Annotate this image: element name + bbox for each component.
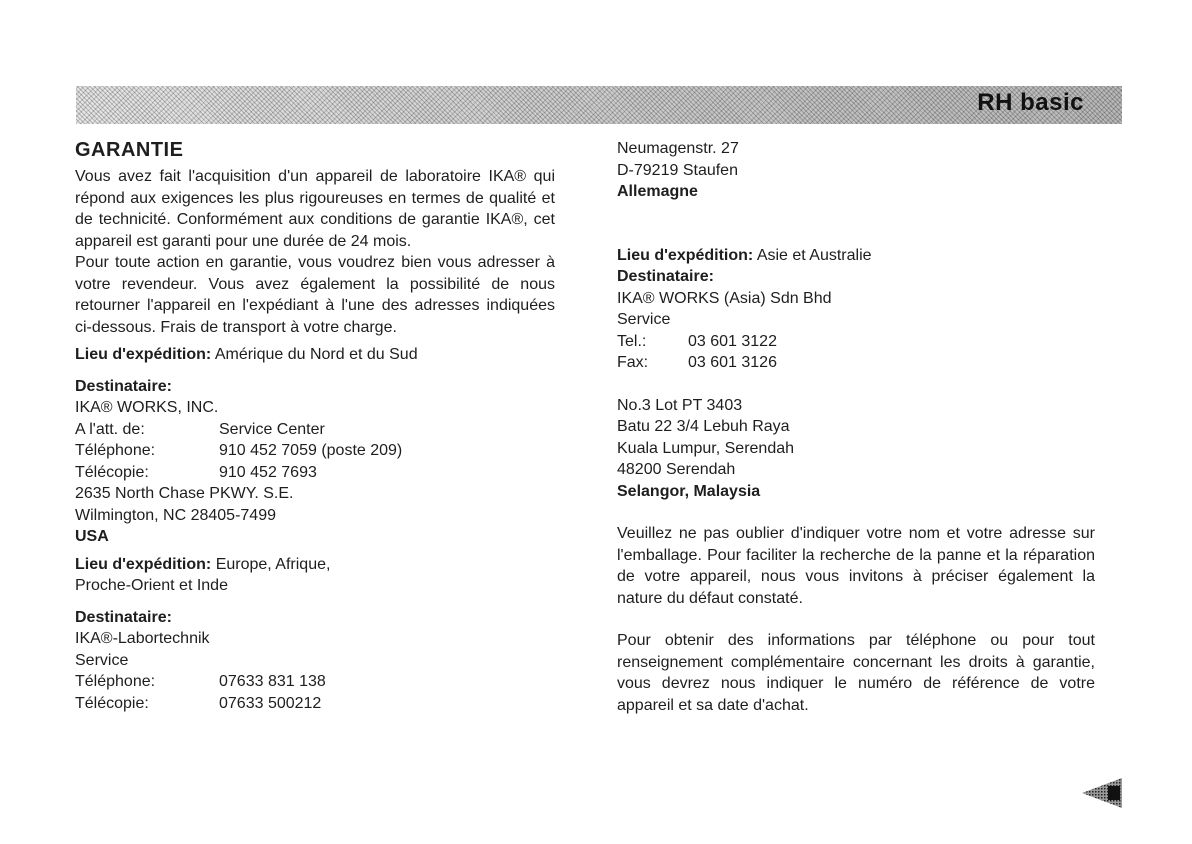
contact-row: Télécopie: 910 452 7693 bbox=[75, 463, 317, 481]
address-line: Kuala Lumpur, Serendah bbox=[617, 439, 795, 457]
recipient-company: IKA® WORKS, INC. bbox=[75, 399, 219, 416]
address-line: Batu 22 3/4 Lebuh Raya bbox=[617, 418, 790, 435]
address-city: Wilmington, NC 28405-7499 bbox=[75, 506, 276, 524]
address-country: Selangor, Malaysia bbox=[617, 482, 761, 500]
phone-info-note: Pour obtenir des informations par téléphone ou pour tout renseignement complémentaire concernant les droits à garantie, vous devrez nous indiquer le numéro de référence de votre appareil et sa date d'achat. bbox=[617, 632, 1095, 714]
address-street: Neumagenstr. 27 bbox=[617, 140, 739, 157]
address-line: 48200 Serendah bbox=[617, 461, 736, 478]
address-country: USA bbox=[75, 528, 109, 545]
shipping-zone-europe: Lieu d'expédition: Europe, Afrique, bbox=[75, 555, 331, 573]
recipient-label: Destinataire: bbox=[617, 268, 714, 285]
contact-row: A l'att. de: Service Center bbox=[75, 420, 325, 438]
address-country: Allemagne bbox=[617, 183, 698, 200]
left-column bbox=[75, 138, 555, 714]
shipping-zone-asia: Lieu d'expédition: Asie et Australie bbox=[617, 246, 872, 264]
recipient-company: IKA®-Labortechnik bbox=[75, 630, 210, 647]
recipient-company: IKA® WORKS (Asia) Sdn Bhd bbox=[617, 289, 832, 307]
recipient-label: Destinataire: bbox=[75, 377, 172, 395]
intro-paragraph: Vous avez fait l'acquisition d'un appareil de laboratoire IKA® qui répond aux exigences les plus rigoureuses en termes de qualité et de technicité. Conformément aux conditions de garantie IKA®, cet appareil est garanti pour une durée de 24 mois. bbox=[75, 168, 555, 250]
contact-row: Fax: 03 601 3126 bbox=[617, 354, 777, 371]
header-band bbox=[76, 86, 1122, 124]
contact-row: Téléphone: 07633 831 138 bbox=[75, 673, 326, 690]
right-column bbox=[617, 138, 1095, 716]
address-line: No.3 Lot PT 3403 bbox=[617, 396, 743, 414]
product-title: RH basic bbox=[977, 89, 1084, 116]
recipient-department: Service bbox=[617, 311, 671, 328]
intro-paragraph-2: Pour toute action en garantie, vous voudrez bien vous adresser à votre revendeur. Vous avez également la possibilité de nous retourner l'appareil en l'expédiant à l'une des adresses indiquées ci-dessous. Frais de transport à votre charge. bbox=[75, 254, 555, 336]
address-street: 2635 North Chase PKWY. S.E. bbox=[75, 485, 294, 502]
triangle-arrow-icon bbox=[1080, 776, 1124, 810]
page-title: GARANTIE bbox=[75, 139, 184, 161]
recipient-department: Service bbox=[75, 651, 129, 669]
shipping-zone-europe-cont: Proche-Orient et Inde bbox=[75, 577, 228, 594]
contact-row: Télécopie: 07633 500212 bbox=[75, 694, 322, 712]
address-city: D-79219 Staufen bbox=[617, 161, 738, 179]
recipient-label: Destinataire: bbox=[75, 608, 172, 626]
contact-row: Téléphone: 910 452 7059 (poste 209) bbox=[75, 442, 403, 459]
packaging-note: Veuillez ne pas oublier d'indiquer votre nom et votre adresse sur l'emballage. Pour faciliter la recherche de la panne et la réparation de votre appareil, nous vous invitons à préciser également la nature du défaut constaté. bbox=[617, 525, 1095, 607]
shipping-zone-americas: Lieu d'expédition: Amérique du Nord et du Sud bbox=[75, 346, 418, 363]
contact-row: Tel.: 03 601 3122 bbox=[617, 332, 777, 350]
